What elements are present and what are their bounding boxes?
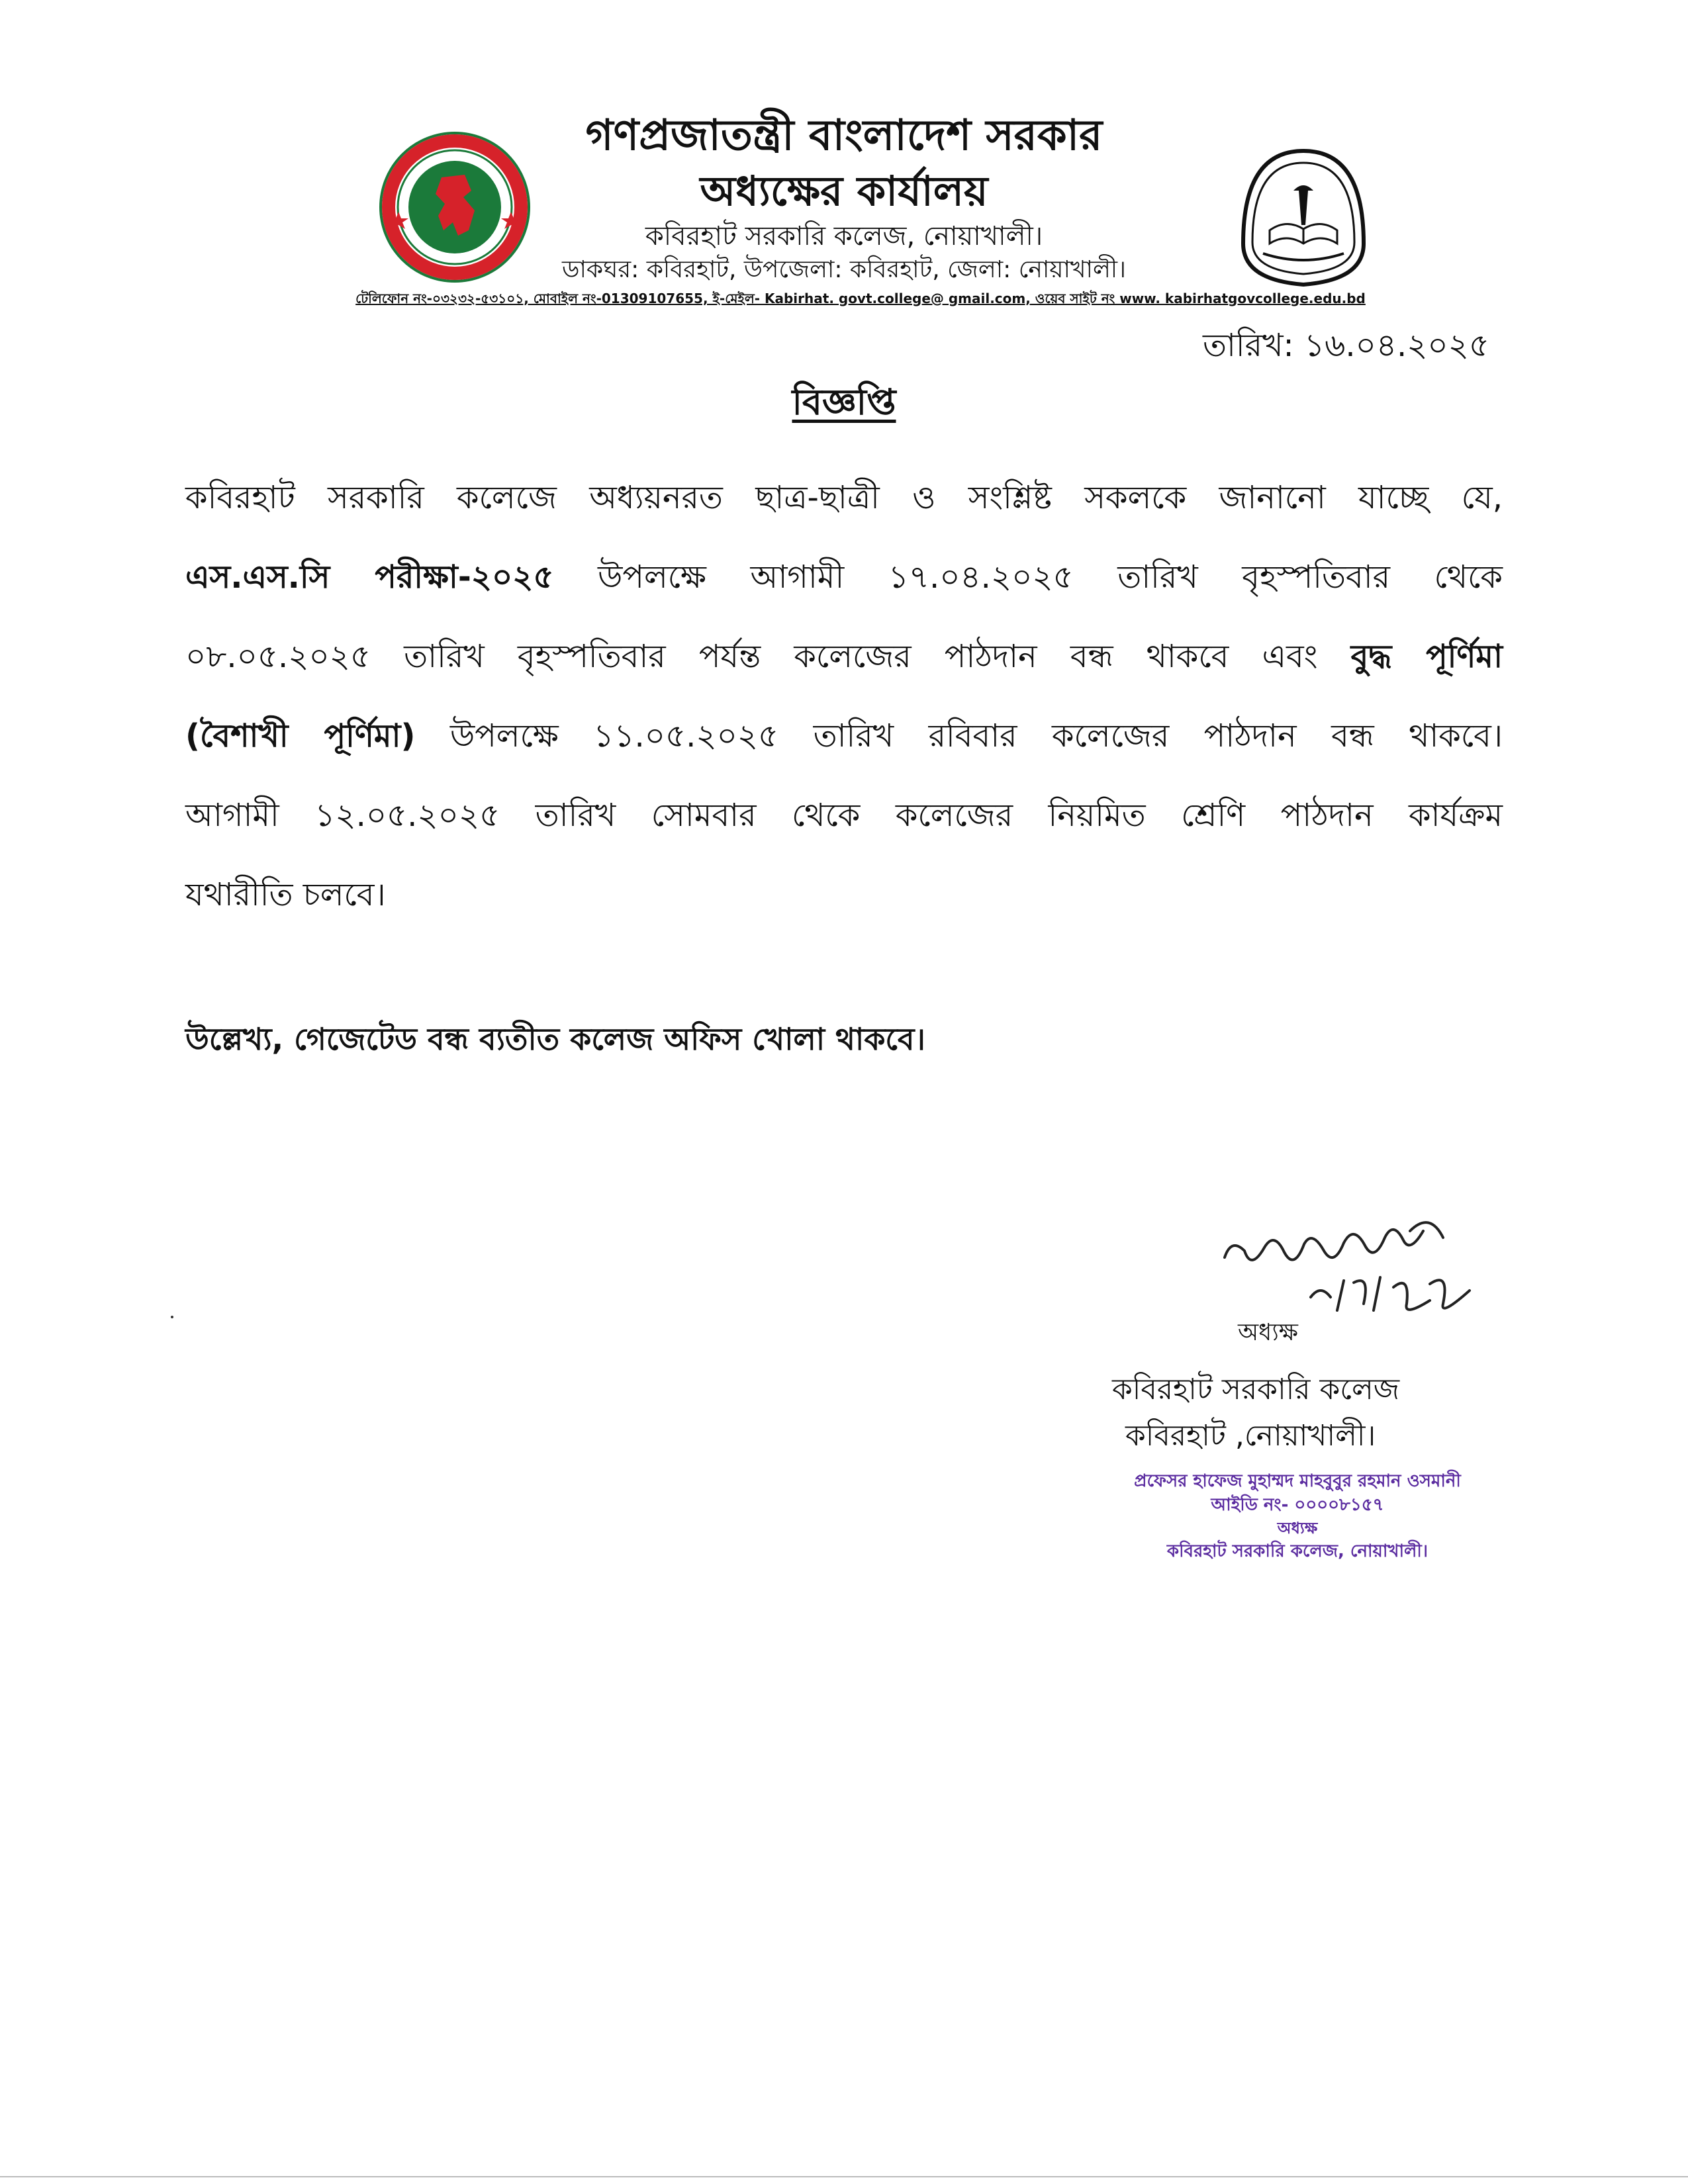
stamp-designation: অধ্যক্ষ [1277,1519,1318,1537]
notice-body-line-4 [185,715,1503,757]
notice-body-line-3 [185,635,1503,678]
notice-body-line-5: আগামী ১২.০৫.২০২৫ তারিখ সোমবার থেকে কলেজের নিয়মিত শ্রেণি পাঠদান কার্যক্রম [185,797,1503,834]
exam-name: এস.এস.সি পরীক্ষা-২০২৫ [185,559,554,596]
holiday-name: বুদ্ধ পূর্ণিমা [1350,638,1503,675]
stamp-id: আইডি নং- ০০০০৮১৫৭ [1211,1495,1384,1515]
notice-body-line-3-text: ০৮.০৫.২০২৫ তারিখ বৃহস্পতিবার পর্যন্ত কলেজের পাঠদান বন্ধ থাকবে এবং [185,638,1351,675]
contact-line: টেলিফোন নং-০৩২৩২-৫৩১০১, মোবাইল নং-01309107655, ই-মেইল- Kabirhat. govt.college@ gmail.com, ওয়েব সাইট নং www. kabirhatgovcollege.edu.bd [355,291,1366,306]
notice-heading-text: বিজ্ঞপ্তি [792,381,896,423]
notice-body-line-2 [185,556,1503,598]
stamp-name: প্রফেসর হাফেজ মুহাম্মদ মাহবুবুর রহমান ওসমানী [1134,1471,1461,1491]
scan-speck [171,1316,173,1318]
stamp-college: কবিরহাট সরকারি কলেজ, নোয়াখালী। [1166,1541,1429,1561]
signature-college: কবিরহাট সরকারি কলেজ [1112,1373,1400,1406]
notice-body-line-2-text: উপলক্ষে আগামী ১৭.০৪.২০২৫ তারিখ বৃহস্পতিবার থেকে [553,559,1503,596]
notice-body-line-4-text: উপলক্ষে ১১.০৫.২০২৫ তারিখ রবিবার কলেজের পাঠদান বন্ধ থাকবে। [415,717,1503,754]
address-line: ডাকঘর: কবিরহাট, উপজেলা: কবিরহাট, জেলা: নোয়াখালী। [562,256,1126,283]
note-line: উল্লেখ্য, গেজেটেড বন্ধ ব্যতীত কলেজ অফিস খোলা থাকবে। [185,1021,925,1057]
office-title: অধ্যক্ষের কার্যালয় [700,167,988,215]
footer-rule [0,2176,1688,2177]
holiday-alt-name: (বৈশাখী পূর্ণিমা) [185,717,416,754]
government-title: গণপ্রজাতন্ত্রী বাংলাদেশ সরকার [585,111,1103,160]
signature-location: কবিরহাট ,নোয়াখালী। [1125,1419,1376,1453]
signature-title: অধ্যক্ষ [1238,1319,1298,1346]
notice-heading [0,379,1688,426]
notice-body-line-6: যথারীতি চলবে। [185,876,386,913]
notice-body-line-1: কবিরহাট সরকারি কলেজে অধ্যয়নরত ছাত্র-ছাত্রী ও সংশ্লিষ্ট সকলকে জানানো যাচ্ছে যে, [185,479,1503,516]
college-name-line: কবিরহাট সরকারি কলেজ, নোয়াখালী। [645,221,1043,251]
notice-date: তারিখ: ১৬.০৪.২০২৫ [1202,327,1489,364]
